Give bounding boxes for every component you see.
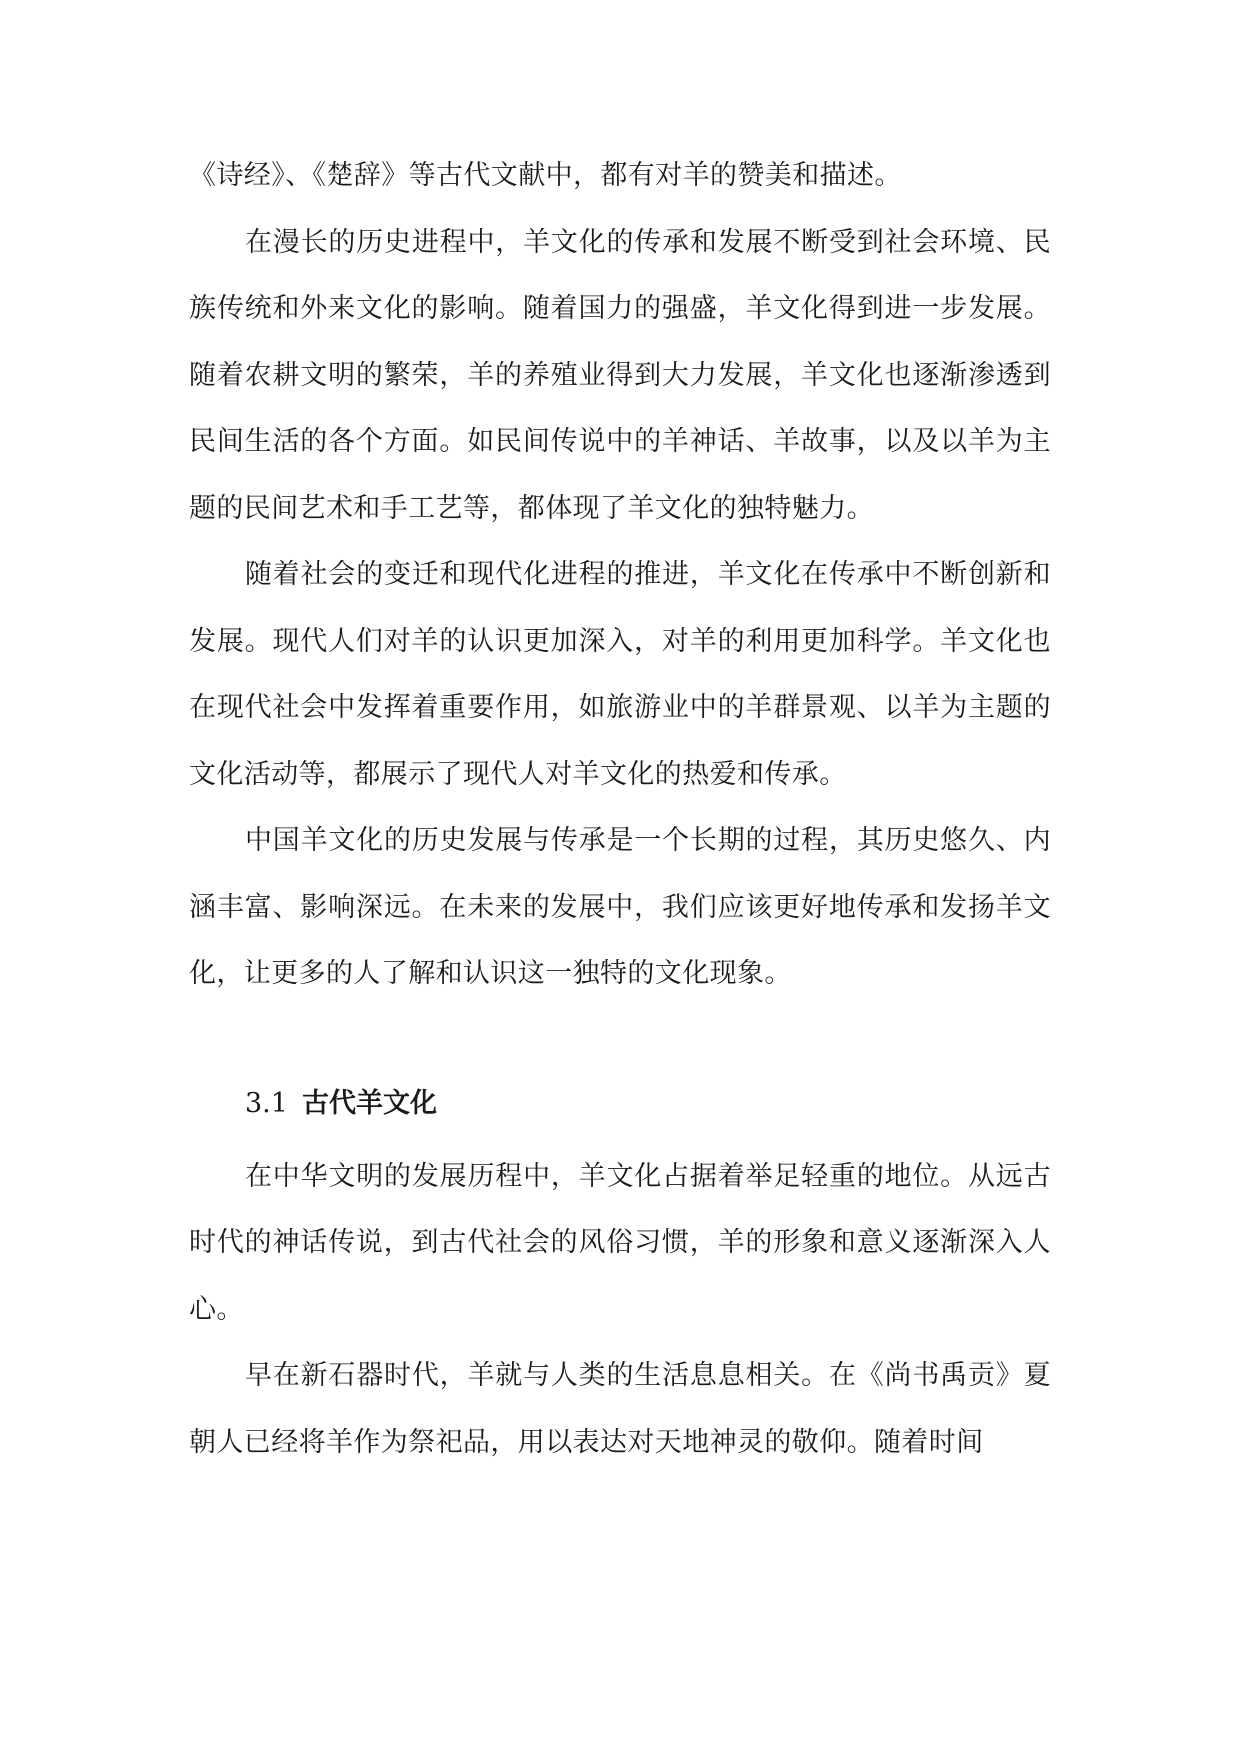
- paragraph-continuation: 《诗经》、《楚辞》等古代文献中，都有对羊的赞美和描述。: [189, 160, 902, 191]
- paragraph-sheep-culture-history: 在漫长的历史进程中，羊文化的传承和发展不断受到社会环境、民族传统和外来文化的影响。随着国力的强盛，羊文化得到进一步发展。随着农耕文明的繁荣，羊的养殖业得到大力发展，羊文化也逐渐渗透到民间生活的各个方面。如民间传说中的羊神话、羊故事，以及以羊为主题的民间艺术和手工艺等，都体现了羊文化的独特魅力。: [189, 226, 1051, 524]
- page-body: [189, 143, 1051, 1476]
- section-number: 3.1: [245, 1087, 288, 1119]
- paragraph-summary: 中国羊文化的历史发展与传承是一个长期的过程，其历史悠久、内涵丰富、影响深远。在未来的发展中，我们应该更好地传承和发扬羊文化，让更多的人了解和认识这一独特的文化现象。: [189, 825, 1051, 989]
- paragraph-modernization: 随着社会的变迁和现代化进程的推进，羊文化在传承中不断创新和发展。现代人们对羊的认识更加深入，对羊的利用更加科学。羊文化也在现代社会中发挥着重要作用，如旅游业中的羊群景观、以羊为主题的文化活动等，都展示了现代人对羊文化的热爱和传承。: [189, 559, 1051, 790]
- section-heading: [189, 1008, 1051, 1144]
- paragraph-neolithic: 早在新石器时代，羊就与人类的生活息息相关。在《尚书禹贡》夏朝人已经将羊作为祭祀品，用以表达对天地神灵的敬仰。随着时间: [189, 1360, 1051, 1458]
- section-title: 古代羊文化: [301, 1087, 437, 1119]
- paragraph-ancient-intro: 在中华文明的发展历程中，羊文化占据着举足轻重的地位。从远古时代的神话传说，到古代社会的风俗习惯，羊的形象和意义逐渐深入人心。: [189, 1160, 1051, 1325]
